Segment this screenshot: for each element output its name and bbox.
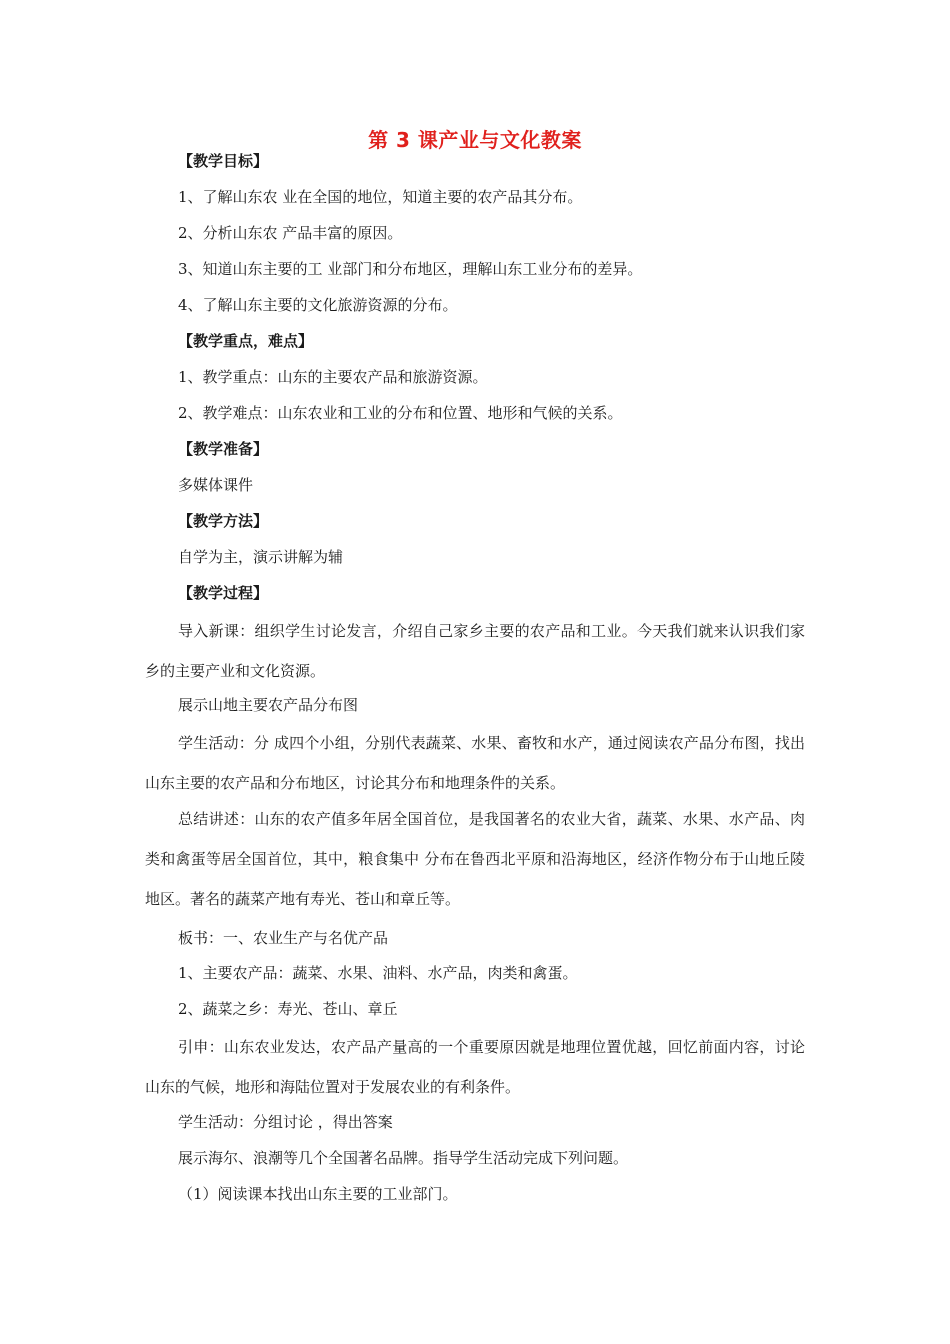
document-title: 第 3 课产业与文化教案	[368, 128, 582, 152]
process-board: 板书：一、农业生产与名优产品	[178, 929, 389, 947]
method-heading: 【教学方法】	[178, 512, 269, 530]
keypoint-item: 1、教学重点：山东的主要农产品和旅游资源。	[178, 368, 488, 386]
keypoint-item: 2、教学难点：山东农业和工业的分布和位置、地形和气候的关系。	[178, 404, 623, 422]
process-intro: 导入新课：组织学生讨论发言，介绍自己家乡主要的农产品和工业。今天我们就来认识我们家乡的主要产业和文化资源。	[145, 622, 805, 680]
process-brands: 展示海尔、浪潮等几个全国著名品牌。指导学生活动完成下列问题。	[178, 1149, 629, 1167]
method-text: 自学为主，演示讲解为辅	[178, 548, 344, 566]
objective-item: 2、分析山东农 产品丰富的原因。	[178, 224, 403, 242]
process-summary: 总结讲述：山东的农产值多年居全国首位，是我国著名的农业大省，蔬菜、水果、水产品、肉类和禽蛋等居全国首位，其中，粮食集中 分布在鲁西北平原和沿海地区，经济作物分布于山地丘陵地区。著名的蔬菜产地有寿光、苍山和章丘等。	[145, 810, 805, 908]
process-extend: 引申：山东农业发达，农产品产量高的一个重要原因就是地理位置优越，回忆前面内容，讨论山东的气候，地形和海陆位置对于发展农业的有利条件。	[145, 1038, 805, 1096]
process-board-item: 1、主要农产品：蔬菜、水果、油料、水产品，肉类和禽蛋。	[178, 964, 578, 982]
prep-text: 多媒体课件	[178, 476, 254, 494]
prep-heading: 【教学准备】	[178, 440, 269, 458]
objective-item: 4、了解山东主要的文化旅游资源的分布。	[178, 296, 458, 314]
process-question-1: （1）阅读课本找出山东主要的工业部门。	[178, 1185, 458, 1203]
process-activity-1: 学生活动：分 成四个小组，分别代表蔬菜、水果、畜牧和水产，通过阅读农产品分布图，找出山东主要的农产品和分布地区，讨论其分布和地理条件的关系。	[145, 734, 805, 792]
keypoints-heading: 【教学重点，难点】	[178, 332, 314, 350]
process-activity-2: 学生活动：分组讨论 ，得出答案	[178, 1113, 393, 1131]
objective-item: 3、知道山东主要的工 业部门和分布地区，理解山东工业分布的差异。	[178, 260, 643, 278]
process-show-map: 展示山地主要农产品分布图	[178, 696, 359, 714]
objectives-heading: 【教学目标】	[178, 152, 269, 170]
process-heading: 【教学过程】	[178, 584, 269, 602]
process-board-item: 2、蔬菜之乡：寿光、苍山、章丘	[178, 1000, 398, 1018]
objective-item: 1、了解山东农 业在全国的地位，知道主要的农产品其分布。	[178, 188, 583, 206]
